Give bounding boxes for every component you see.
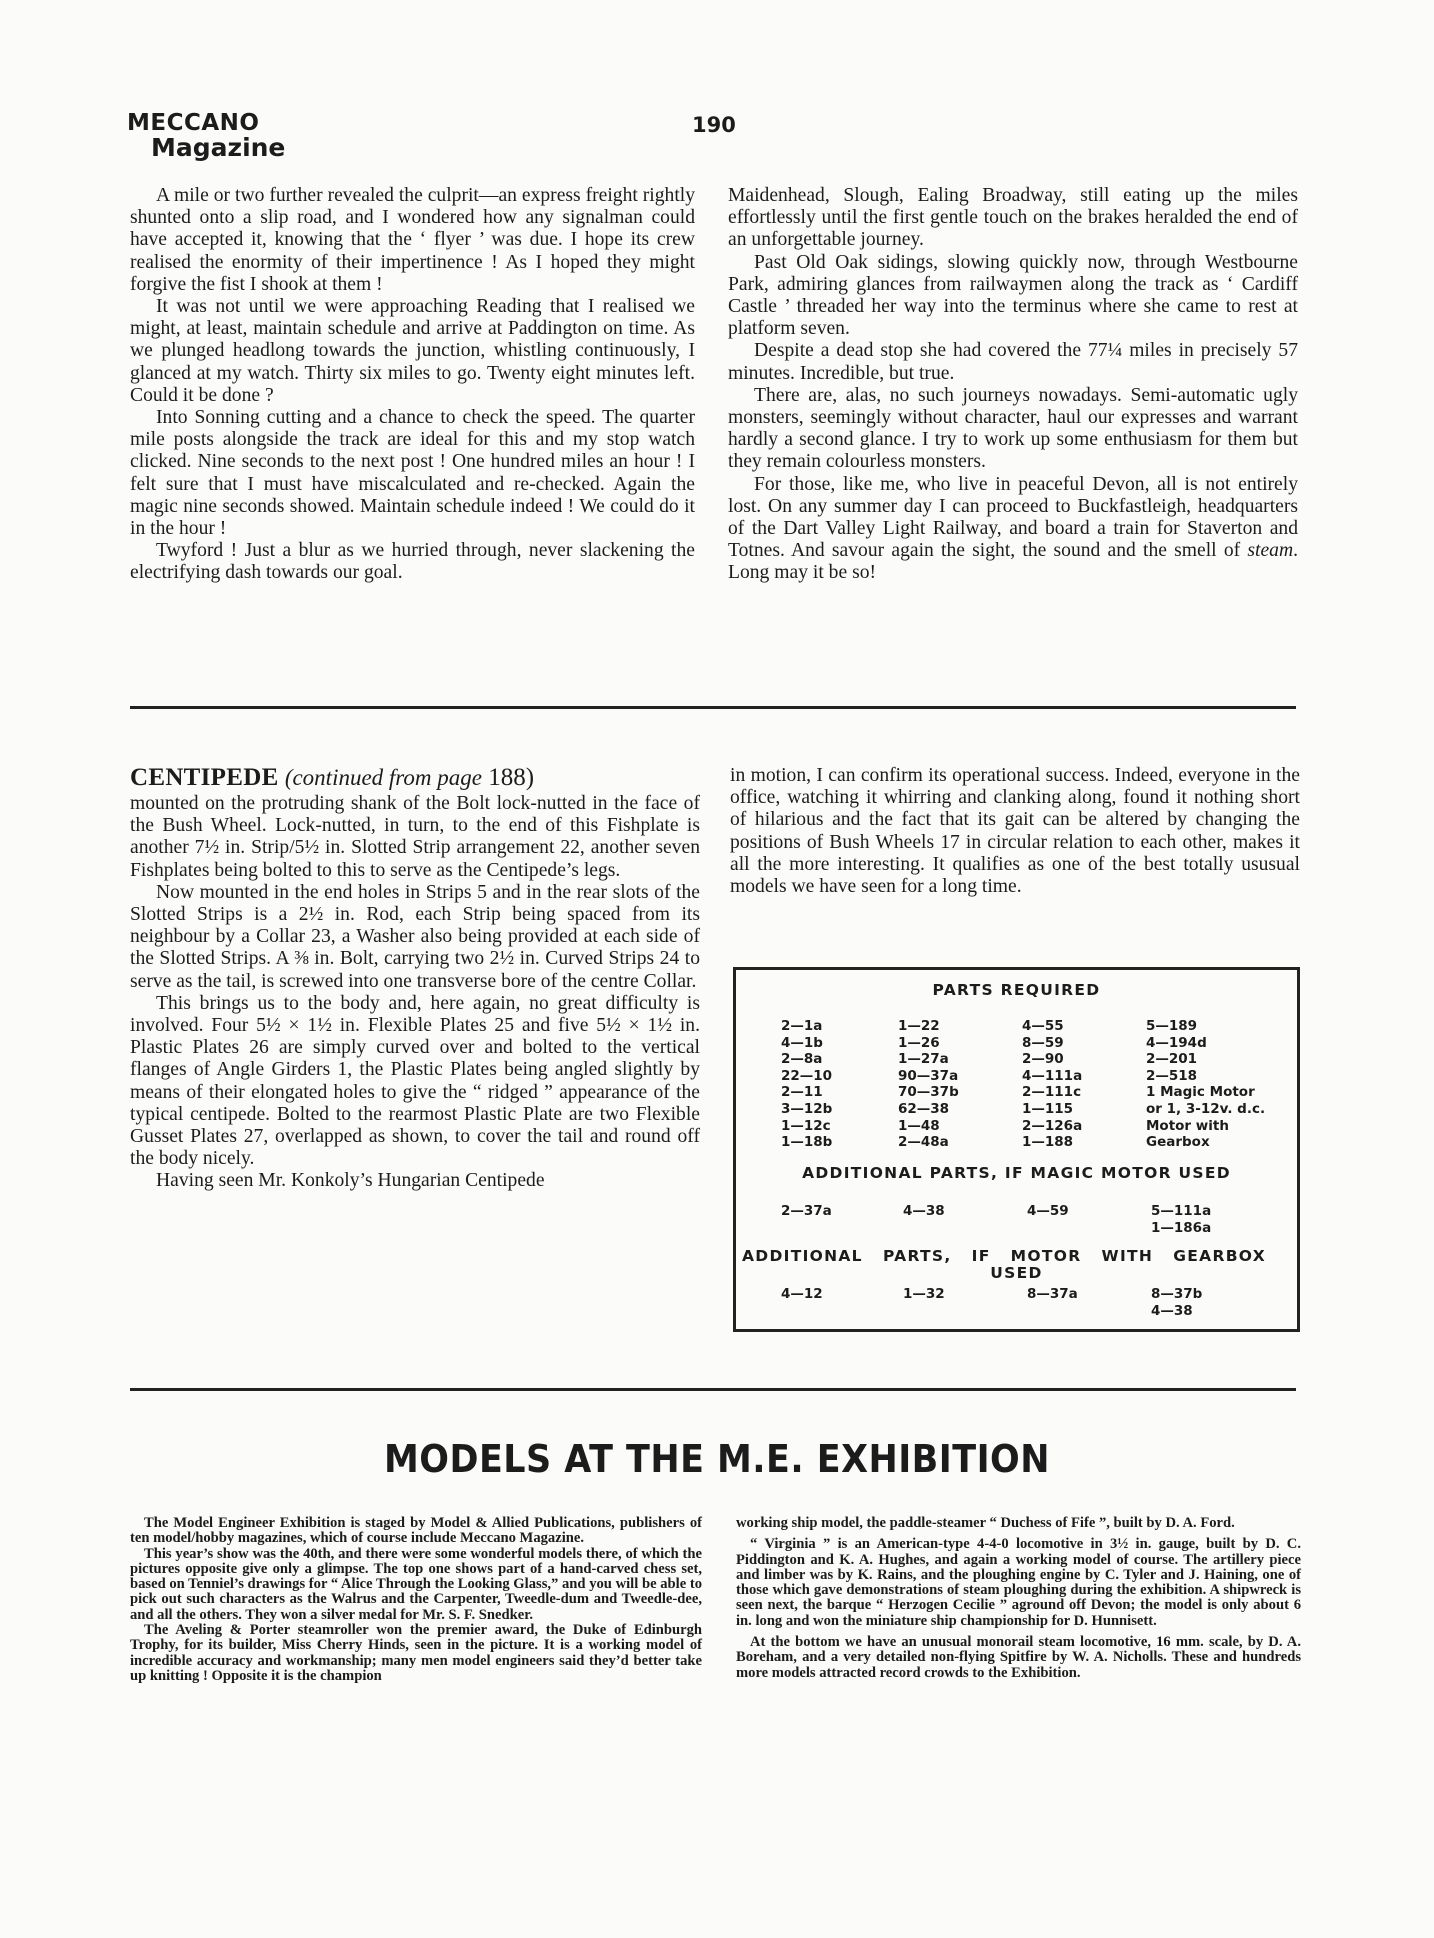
paragraph-tail: . Long may it be so! <box>728 540 1299 584</box>
parts-column: 5—189 4—194d 2—201 2—518 1 Magic Motor or 1, 3-12v. d.c. Motor with Gearbox <box>1146 1018 1266 1151</box>
section-divider <box>130 1388 1296 1391</box>
parts-heading: PARTS REQUIRED <box>932 981 1101 999</box>
paragraph: Twyford ! Just a blur as we hurried through, never slackening the electrifying dash towards our goal. <box>130 540 695 584</box>
article-top-right-column <box>728 185 1298 585</box>
parts-column: 1—32 <box>903 1286 945 1302</box>
continued-close: ) <box>525 764 535 791</box>
paragraph: “ Virginia ” is an American-type 4-4-0 locomotive in 3½ in. gauge, built by D. C. Piddington and K. A. Hughes, and again a working model of course. The artillery piece and limber was by K. Rains, and the ploughing engine by C. Tyler and J. Haining, one of those which gave demonstrations of steam ploughing during the exhibition. A shipwreck is seen next, the barque “ Herzogen Cecilie ” aground off Devon; the model is only about 6 in. long and won the miniature ship championship for D. Hunnisett. <box>736 1536 1301 1629</box>
gearbox-heading <box>736 1248 1297 1282</box>
masthead <box>127 111 285 161</box>
emphasis-steam: steam <box>1247 540 1294 562</box>
paragraph: The Model Engineer Exhibition is staged by Model & Allied Publications, publishers of ten model/hobby magazines, which of course include Meccano Magazine. <box>130 1515 702 1547</box>
parts-list <box>781 1018 1296 1151</box>
parts-column: 8—37b 4—38 <box>1151 1286 1203 1319</box>
parts-column: 5—111a 1—186a <box>1151 1203 1212 1236</box>
centipede-right-column <box>730 765 1300 898</box>
parts-column: 4—38 <box>903 1203 945 1219</box>
centipede-heading <box>130 763 700 793</box>
paragraph: mounted on the protruding shank of the Bolt lock-nutted in the face of the Bush Wheel. Lock-nutted, in turn, to the end of this Fishplate is another 7½ in. Strip/5½ in. Slotted Strip arrangement 22, another seven Fishplates being bolted to this to serve as the Centipede’s legs. <box>130 793 700 881</box>
paragraph: working ship model, the paddle-steamer “ Duchess of Fife ”, built by D. A. Ford. <box>736 1515 1235 1531</box>
exhibition-left-column <box>130 1516 702 1684</box>
parts-column: 4—59 <box>1027 1203 1069 1219</box>
paragraph: At the bottom we have an unusual monorail steam locomotive, 16 mm. scale, by D. A. Boreham, and a very detailed non-flying Spitfire by W. A. Nicholls. These and hundreds more models attracted record crowds to the Exhibition. <box>736 1634 1301 1681</box>
gearbox-heading-line1: ADDITIONAL PARTS, IF MOTOR WITH GEARBOX <box>742 1247 1266 1265</box>
paragraph: Into Sonning cutting and a chance to check the speed. The quarter mile posts alongside the track are ideal for this and my stop watch clicked. Nine seconds to the next post ! One hundred miles an hour ! I felt sure that I must have miscalculated and re-checked. Again the magic nine seconds showed. Maintain schedule indeed ! We could do it in the hour ! <box>130 407 695 540</box>
parts-column: 2—37a <box>781 1203 832 1219</box>
parts-column: 8—37a <box>1027 1286 1078 1302</box>
paragraph: There are, alas, no such journeys nowadays. Semi-automatic ugly monsters, seemingly without character, haul our expresses and warrant hardly a second glance. I try to work up some enthusiasm for them but they remain colourless monsters. <box>728 384 1298 473</box>
continued-page: 188 <box>488 764 526 791</box>
paragraph-final <box>728 474 1298 585</box>
paragraph: It was not until we were approaching Reading that I realised we might, at least, maintain schedule and arrive at Paddington on time. As we plunged headlong towards the junction, whistling continuously, I glanced at my watch. Thirty six miles to go. Twenty eight minutes left. Could it be done ? <box>130 296 695 406</box>
gearbox-parts <box>781 1286 1202 1319</box>
parts-column: 4—12 <box>781 1286 823 1302</box>
paragraph: This year’s show was the 40th, and there were some wonderful models there, of which the pictures opposite give only a glimpse. The top one shows part of a hand-carved chess set, based on Tenniel’s drawings for “ Alice Through the Looking Glass,” and you will be able to pick out such characters as the Walrus and the Carpenter, Tweedle-dum and Tweedle-dee, and all the others. They won a silver medal for Mr. S. F. Snedker. <box>130 1545 702 1623</box>
masthead-subtitle: Magazine <box>151 133 286 163</box>
paragraph: Despite a dead stop she had covered the 77¼ miles in precisely 57 minutes. Incredible, but true. <box>728 340 1298 384</box>
magic-motor-parts <box>781 1203 1211 1236</box>
paragraph: This brings us to the body and, here again, no great difficulty is involved. Four 5½ × 1½ in. Flexible Plates 25 and five 5½ × 1½ in. Plastic Plates 26 are simply curved over and bolted to the vertical flanges of Angle Girders 1, the Plastic Plates being angled slightly by means of their elongated holes to give the “ ridged ” appearance of the typical centipede. Bolted to the rearmost Plastic Plate are two Flexible Gusset Plates 27, overlapped as shown, to cover the tail and round off the body nicely. <box>130 992 700 1170</box>
paragraph: Having seen Mr. Konkoly’s Hungarian Centipede <box>156 1170 545 1192</box>
paragraph: Now mounted in the end holes in Strips 5 and in the rear slots of the Slotted Strips is a 2½ in. Rod, each Strip being spaced from its neighbour by a Collar 23, a Washer also being provided at each side of the Slotted Strips. A ⅜ in. Bolt, carrying two 2½ in. Curved Strips 24 to serve as the tail, is screwed into one transverse bore of the centre Collar. <box>130 881 700 992</box>
paragraph: in motion, I can confirm its operational success. Indeed, everyone in the office, watching it whirring and clanking along, found it nothing short of hilarious and the fact that its gait can be altered by changing the positions of Bush Wheels 17 in circular relation to each other, makes it all the more interesting. It qualifies as one of the best totally ususual models we have seen for a long time. <box>730 765 1300 898</box>
paragraph-text: For those, like me, who live in peaceful Devon, all is not entirely lost. On any summer day I can proceed to Buckfastleigh, headquarters of the Dart Valley Light Railway, and board a train for Staverton and Totnes. And savour again the sight, the sound and the smell of <box>728 473 1298 562</box>
centipede-left-column <box>130 763 700 1193</box>
paragraph: The Aveling & Porter steamroller won the premier award, the Duke of Edinburgh Trophy, for its builder, Miss Cherry Hinds, seen in the picture. It is a working model of incredible accuracy and workmanship; many men model engineers said they’d better take up knitting ! Opposite it is the champion <box>130 1622 702 1684</box>
masthead-title: MECCANO <box>127 110 260 136</box>
continued-note: (continued from page <box>284 765 482 790</box>
parts-column: 2—1a 4—1b 2—8a 22—10 2—11 3—12b 1—12c 1—18b <box>781 1018 833 1151</box>
article-top-left-column <box>130 185 695 585</box>
section-divider <box>130 706 1296 709</box>
page-number: 190 <box>692 113 736 137</box>
centipede-title: CENTIPEDE <box>130 764 279 791</box>
paragraph: Past Old Oak sidings, slowing quickly now, through Westbourne Park, admiring glances from railwaymen along the track as ‘ Cardiff Castle ’ threaded her way into the terminus where she came to rest at platform seven. <box>728 251 1298 340</box>
paragraph: Maidenhead, Slough, Ealing Broadway, still eating up the miles effortlessly until the first gentle touch on the brakes heralded the end of an unforgettable journey. <box>728 185 1298 251</box>
gearbox-heading-line2: USED <box>990 1264 1043 1282</box>
magic-motor-heading: ADDITIONAL PARTS, IF MAGIC MOTOR USED <box>802 1164 1231 1182</box>
exhibition-title: MODELS AT THE M.E. EXHIBITION <box>384 1437 1050 1481</box>
exhibition-right-column <box>736 1516 1301 1681</box>
paragraph: A mile or two further revealed the culprit—an express freight rightly shunted onto a slip road, and I wondered how any signalman could have accepted it, knowing that the ‘ flyer ’ was due. I hope its crew realised the enormity of their impertinence ! As I hoped they might forgive the fist I shook at them ! <box>130 185 695 295</box>
parts-column: 1—22 1—26 1—27a 90—37a 70—37b 62—38 1—48 2—48a <box>898 1018 959 1151</box>
parts-required-box <box>733 967 1300 1332</box>
parts-column: 4—55 8—59 2—90 4—111a 2—111c 1—115 2—126a 1—188 <box>1022 1018 1083 1151</box>
